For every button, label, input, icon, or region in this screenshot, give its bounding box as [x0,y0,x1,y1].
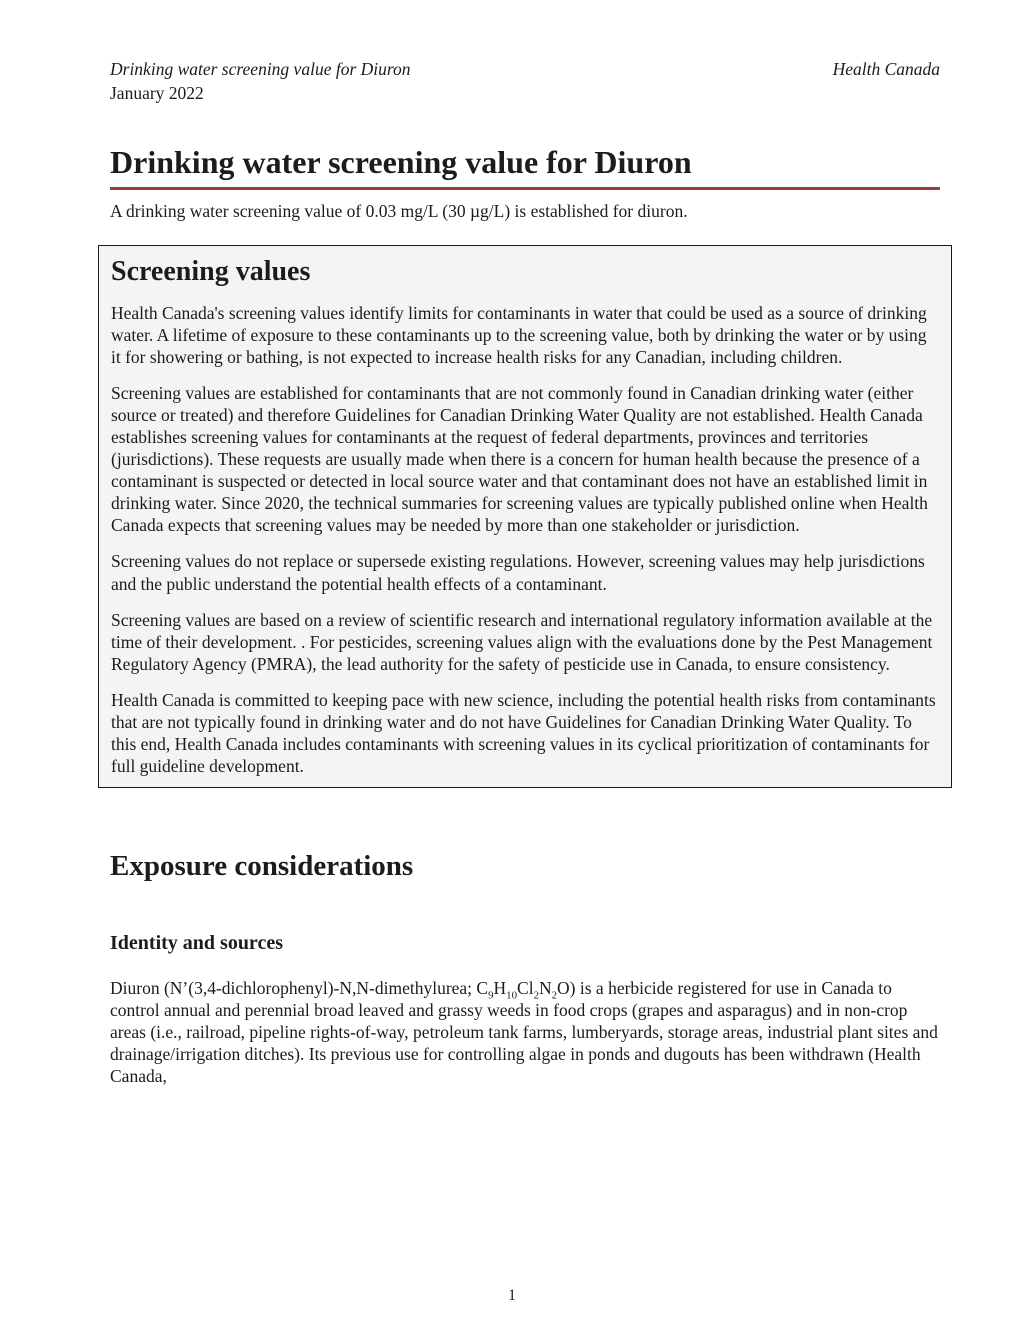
running-header [110,58,940,105]
page-number: 1 [508,1287,516,1304]
lead-sentence: A drinking water screening value of 0.03 mg/L (30 µg/L) is established for diuron. [110,201,688,222]
identity-and-sources-subheading: Identity and sources [110,932,283,955]
running-header-org: Health Canada [832,59,940,79]
screening-values-box [98,245,952,788]
page-title: Drinking water screening value for Diuron [110,145,940,190]
screening-box-paragraph: Health Canada is committed to keeping pace with new science, including the potential health risks from contaminants that are not typically found in drinking water and do not have Guidelines for Canadian Drinking Water Quality. To this end, Health Canada includes contaminants with screening values in its cyclical prioritization of contaminants for full guideline development. [111,689,936,776]
running-header-date: January 2022 [110,82,204,103]
running-header-row [110,58,940,82]
screening-box-paragraph: Screening values are based on a review of scientific research and international regulatory information available at the time of their development. . For pesticides, screening values align with the evaluations done by the Pest Management Regulatory Agency (PMRA), the lead authority for the safety of pesticide use in Canada, to ensure consistency. [111,609,933,674]
identity-paragraph: Diuron (N’(3,4-dichlorophenyl)-N,N-dimethylurea; $C_9H_{10}Cl_2N_2O$) is a herbicide registered for use in Canada to control annual and perennial broad leaved and grassy weeds in food crops (grapes and asparagus) and in non-crop areas (i.e., railroad, pipeline rights-of-way, petroleum tank farms, lumberyards, storage areas, industrial plant sites and drainage/irrigation ditches). Its previous use for controlling algae in ponds and dugouts has been withdrawn (Health Canada, [110,978,938,1087]
screening-box-paragraph: Screening values do not replace or supersede existing regulations. However, screening values may help jurisdictions and the public understand the potential health effects of a contaminant. [111,551,925,594]
exposure-considerations-heading: Exposure considerations [110,849,414,882]
screening-box-paragraph: Health Canada's screening values identify limits for contaminants in water that could be used as a source of drinking water. A lifetime of exposure to these contaminants up to the screening value, both by drinking the water or by using it for showering or bathing, is not expected to increase health risks for any Canadian, including children. [111,303,927,368]
running-header-title: Drinking water screening value for Diuron [110,59,411,79]
screening-box-paragraph: Screening values are established for contaminants that are not commonly found in Canadian drinking water (either source or treated) and therefore Guidelines for Canadian Drinking Water Quality are not established. Health Canada establishes screening values for contaminants at the request of federal departments, provinces and territories (jurisdictions). These requests are usually made when there is a concern for human health because the presence of a contaminant is suspected or detected in local source water and that contaminant does not have an established limit in drinking water. Since 2020, the technical summaries for screening values are typically published online when Health Canada expects that screening values may be needed by more than one stakeholder or jurisdiction. [111,383,928,536]
screening-box-heading: Screening values [111,255,311,287]
